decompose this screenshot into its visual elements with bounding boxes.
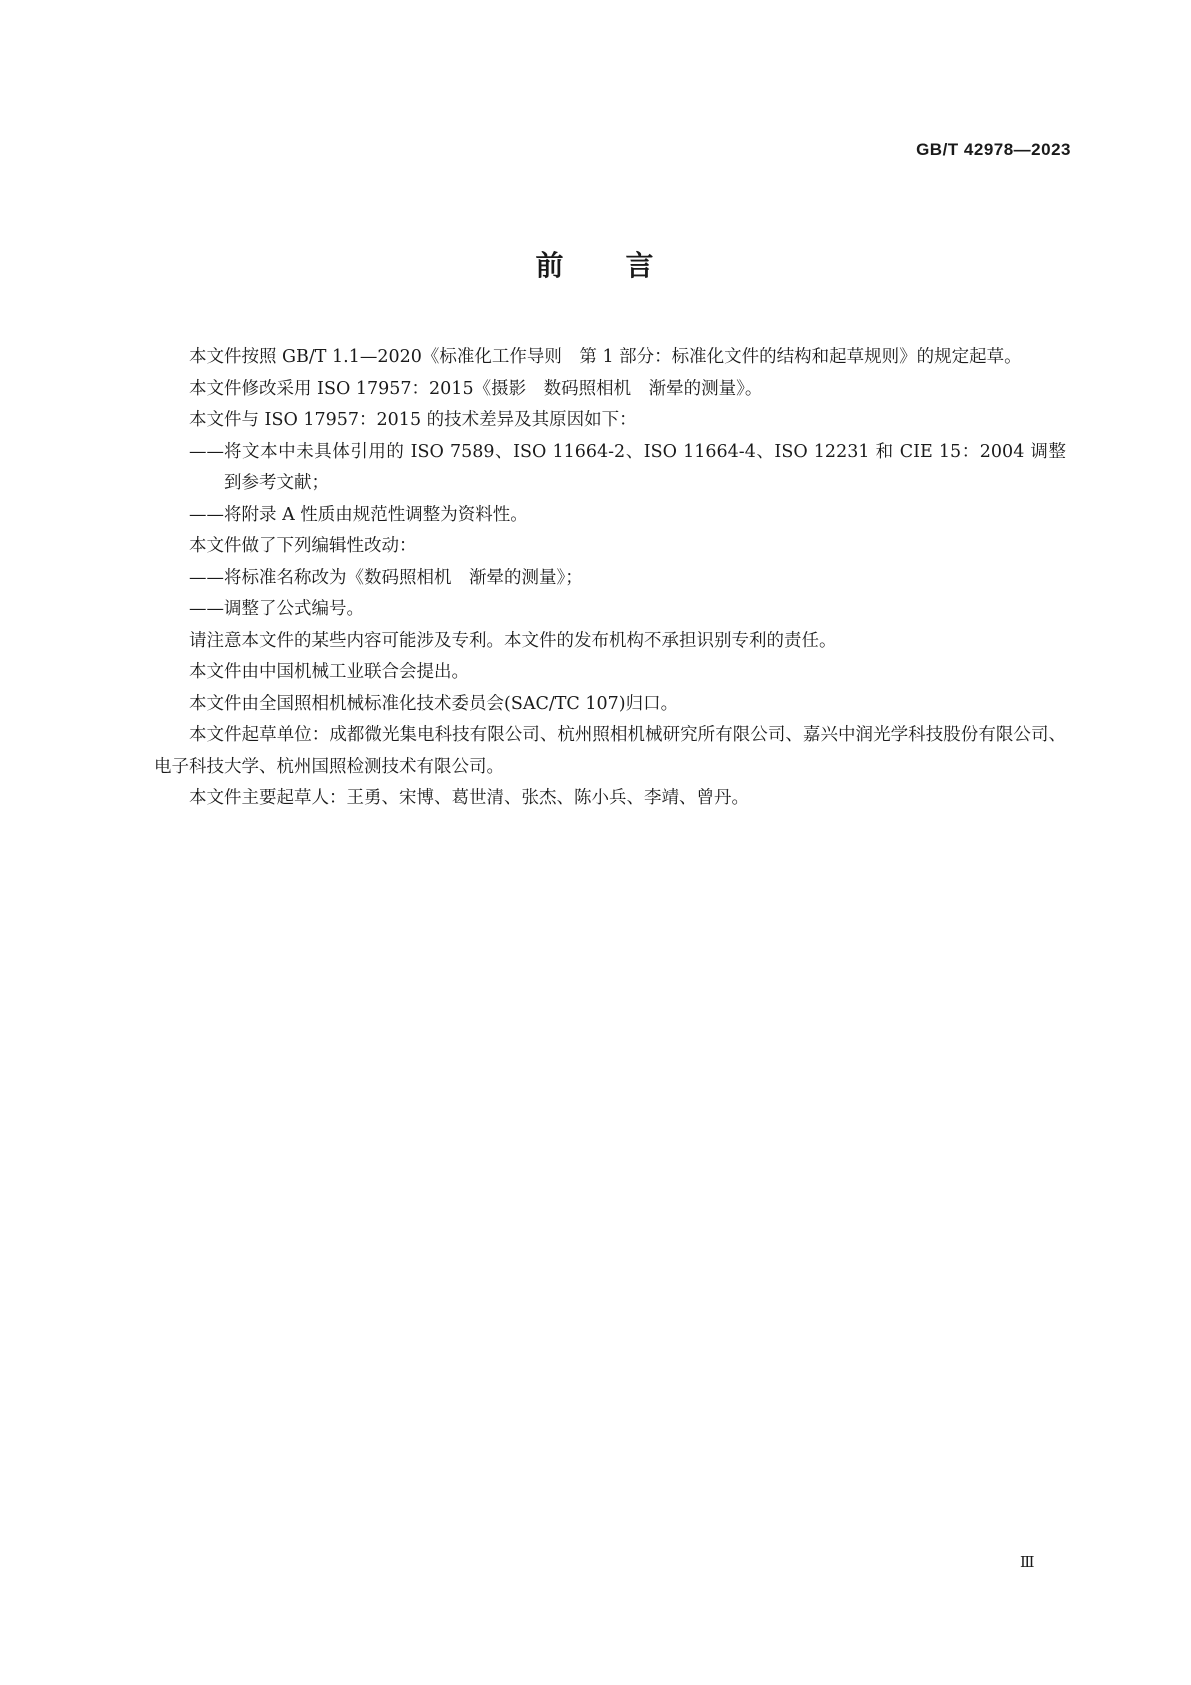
paragraph-modified-adoption: 本文件修改采用 ISO 17957：2015《摄影 数码照相机 渐晕的测量》。 bbox=[189, 378, 763, 399]
paragraph-patent-notice: 请注意本文件的某些内容可能涉及专利。本文件的发布机构不承担识别专利的责任。 bbox=[189, 630, 837, 651]
page-title bbox=[0, 244, 1191, 284]
list-item-text: 将附录 A 性质由规范性调整为资料性。 bbox=[224, 504, 528, 525]
list-item bbox=[154, 563, 1066, 595]
list-item bbox=[154, 594, 1066, 626]
paragraph-drafters: 本文件主要起草人：王勇、宋博、葛世清、张杰、陈小兵、李靖、曾丹。 bbox=[189, 788, 749, 808]
list-item-text: 调整了公式编号。 bbox=[224, 599, 364, 619]
dash-mark: —— bbox=[189, 504, 224, 525]
list-item bbox=[154, 437, 1066, 500]
paragraph-editorial-changes: 本文件做了下列编辑性改动： bbox=[189, 536, 417, 556]
document-number: GB/T 42978—2023 bbox=[916, 140, 1071, 159]
dash-mark: —— bbox=[189, 441, 224, 462]
dash-mark: —— bbox=[189, 567, 224, 588]
paragraph-proposer: 本文件由中国机械工业联合会提出。 bbox=[189, 662, 469, 682]
list-item bbox=[154, 500, 1066, 532]
paragraph-drafting-units: 本文件起草单位：成都微光集电科技有限公司、杭州照相机械研究所有限公司、嘉兴中润光学科技股份有限公司、电子科技大学、杭州国照检测技术有限公司。 bbox=[154, 725, 1066, 777]
foreword-body bbox=[154, 342, 1066, 815]
title-char-2: 言 bbox=[625, 249, 656, 282]
paragraph-drafting-rules: 本文件按照 GB/T 1.1—2020《标准化工作导则 第 1 部分：标准化文件的结构和起草规则》的规定起草。 bbox=[189, 347, 1022, 367]
page-number: Ⅲ bbox=[1020, 1555, 1035, 1571]
paragraph-technical-differences: 本文件与 ISO 17957：2015 的技术差异及其原因如下： bbox=[189, 410, 637, 430]
dash-mark: —— bbox=[189, 599, 224, 619]
list-item-text: 将文本中未具体引用的 ISO 7589、ISO 11664-2、ISO 11664-4、ISO 12231 和 CIE 15：2004 调整到参考文献； bbox=[224, 441, 1066, 493]
list-item-text: 将标准名称改为《数码照相机 渐晕的测量》； bbox=[224, 567, 583, 588]
paragraph-committee: 本文件由全国照相机械标准化技术委员会(SAC/TC 107)归口。 bbox=[189, 693, 679, 714]
title-char-1: 前 bbox=[535, 249, 566, 282]
